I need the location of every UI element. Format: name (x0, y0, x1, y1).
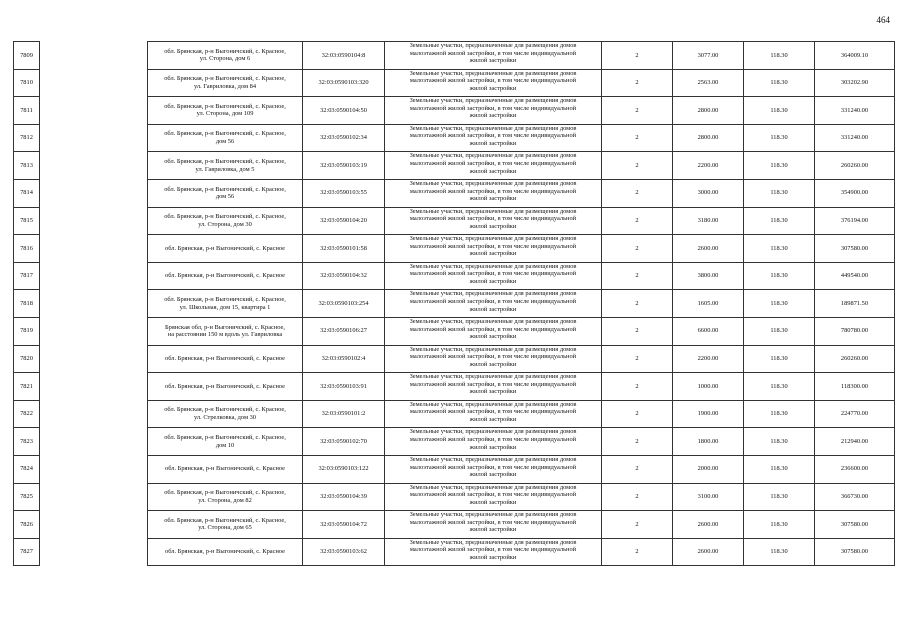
land-purpose-cell (385, 179, 602, 207)
area-cell: 2600.00 (673, 538, 744, 566)
land-purpose-cell (385, 97, 602, 125)
group-code-cell: 2 (602, 400, 673, 428)
area-cell: 3000.00 (673, 179, 744, 207)
group-code-cell: 2 (602, 262, 673, 290)
address-cell (148, 373, 303, 401)
cadastral-number-cell: 32:03:0590103:122 (303, 455, 385, 483)
group-code-cell: 2 (602, 511, 673, 539)
purpose-line: малоэтажной жилой застройки, в том числе индивидуальной (409, 215, 577, 223)
purpose-line: жилой застройки (469, 360, 517, 368)
purpose-line: малоэтажной жилой застройки, в том числе индивидуальной (409, 408, 577, 416)
address-line: обл. Брянская, р-н Выгоничский, с. Красное, (164, 102, 286, 110)
page-number: 464 (876, 15, 890, 25)
table-row (14, 317, 895, 345)
cadastral-value-cell: 376194.00 (815, 207, 895, 235)
specific-value-cell: 118.30 (744, 262, 815, 290)
cadastral-number-cell: 32:03:0590103:320 (303, 69, 385, 97)
group-code-cell: 2 (602, 428, 673, 456)
address-cell (148, 317, 303, 345)
cadastral-value-cell: 236600.00 (815, 455, 895, 483)
cadastral-number-cell: 32:03:0590104:8 (303, 42, 385, 70)
purpose-line: Земельные участки, предназначенные для размещения домов (409, 538, 577, 546)
area-cell: 2000.00 (673, 455, 744, 483)
group-code-cell: 2 (602, 345, 673, 373)
table-row (14, 69, 895, 97)
table-row (14, 42, 895, 70)
purpose-line: малоэтажной жилой застройки, в том числе индивидуальной (409, 49, 577, 57)
purpose-line: жилой застройки (469, 305, 517, 313)
purpose-line: малоэтажной жилой застройки, в том числе индивидуальной (409, 77, 577, 85)
purpose-line: малоэтажной жилой застройки, в том числе индивидуальной (409, 325, 577, 333)
land-registry-table (13, 41, 895, 566)
purpose-line: малоэтажной жилой застройки, в том числе индивидуальной (409, 435, 577, 443)
area-cell: 2200.00 (673, 152, 744, 180)
land-purpose-cell (385, 42, 602, 70)
address-cell (148, 69, 303, 97)
purpose-line: Земельные участки, предназначенные для размещения домов (409, 69, 577, 77)
table-row (14, 152, 895, 180)
address-cell (148, 235, 303, 263)
address-line: дом 10 (215, 441, 235, 449)
address-cell (148, 483, 303, 511)
address-line: ул. Гавриловка, дом 5 (195, 165, 255, 173)
cadastral-number-cell: 32:03:0590104:39 (303, 483, 385, 511)
specific-value-cell: 118.30 (744, 179, 815, 207)
address-cell (148, 42, 303, 70)
land-purpose-cell (385, 373, 602, 401)
purpose-line: Земельные участки, предназначенные для размещения домов (409, 317, 577, 325)
cadastral-value-cell: 303202.90 (815, 69, 895, 97)
address-line: обл. Брянская, р-н Выгоничский, с. Красное, (164, 185, 286, 193)
cadastral-value-cell: 224770.00 (815, 400, 895, 428)
land-purpose-cell (385, 455, 602, 483)
table-row (14, 455, 895, 483)
specific-value-cell: 118.30 (744, 428, 815, 456)
purpose-line: жилой застройки (469, 471, 517, 479)
purpose-line: малоэтажной жилой застройки, в том числе индивидуальной (409, 297, 577, 305)
address-cell (148, 262, 303, 290)
cadastral-number-cell: 32:03:0590104:32 (303, 262, 385, 290)
address-line: Брянская обл, р-н Выгоничский, с. Красное, (165, 323, 285, 331)
record-number-cell: 7827 (14, 538, 40, 566)
land-purpose-cell (385, 538, 602, 566)
group-code-cell: 2 (602, 538, 673, 566)
area-cell: 2600.00 (673, 511, 744, 539)
area-cell: 2563.00 (673, 69, 744, 97)
address-cell (148, 428, 303, 456)
record-number-cell: 7818 (14, 290, 40, 318)
group-code-cell: 2 (602, 235, 673, 263)
cadastral-number-cell: 32:03:0590104:50 (303, 97, 385, 125)
spacer-cell (40, 290, 148, 318)
specific-value-cell: 118.30 (744, 400, 815, 428)
address-line: обл. Брянская, р-н Выгоничский, с. Красное (165, 355, 285, 363)
table-row (14, 373, 895, 401)
spacer-cell (40, 207, 148, 235)
area-cell: 2200.00 (673, 345, 744, 373)
cadastral-number-cell: 32:03:0590103:91 (303, 373, 385, 401)
group-code-cell: 2 (602, 152, 673, 180)
area-cell: 3800.00 (673, 262, 744, 290)
land-purpose-cell (385, 290, 602, 318)
address-line: обл. Брянская, р-н Выгоничский, с. Красное (165, 272, 285, 280)
record-number-cell: 7812 (14, 124, 40, 152)
record-number-cell: 7813 (14, 152, 40, 180)
purpose-line: жилой застройки (469, 415, 517, 423)
group-code-cell: 2 (602, 207, 673, 235)
cadastral-value-cell: 260260.00 (815, 152, 895, 180)
record-number-cell: 7823 (14, 428, 40, 456)
cadastral-value-cell: 331240.00 (815, 124, 895, 152)
specific-value-cell: 118.30 (744, 483, 815, 511)
spacer-cell (40, 538, 148, 566)
table-row (14, 511, 895, 539)
address-line: ул. Сторона, дом 65 (198, 524, 252, 532)
table-row (14, 428, 895, 456)
table-row (14, 538, 895, 566)
table-row (14, 124, 895, 152)
area-cell: 1900.00 (673, 400, 744, 428)
spacer-cell (40, 69, 148, 97)
cadastral-number-cell: 32:03:0590102:34 (303, 124, 385, 152)
group-code-cell: 2 (602, 42, 673, 70)
record-number-cell: 7815 (14, 207, 40, 235)
purpose-line: малоэтажной жилой застройки, в том числе индивидуальной (409, 270, 577, 278)
cadastral-number-cell: 32:03:0590102:70 (303, 428, 385, 456)
table-row (14, 345, 895, 373)
purpose-line: жилой застройки (469, 195, 517, 203)
specific-value-cell: 118.30 (744, 207, 815, 235)
purpose-line: жилой застройки (469, 498, 517, 506)
spacer-cell (40, 42, 148, 70)
spacer-cell (40, 400, 148, 428)
cadastral-number-cell: 32:03:0590104:72 (303, 511, 385, 539)
record-number-cell: 7826 (14, 511, 40, 539)
specific-value-cell: 118.30 (744, 345, 815, 373)
cadastral-value-cell: 260260.00 (815, 345, 895, 373)
purpose-line: жилой застройки (469, 526, 517, 534)
purpose-line: жилой застройки (469, 553, 517, 561)
spacer-cell (40, 179, 148, 207)
cadastral-number-cell: 32:03:0590103:19 (303, 152, 385, 180)
land-purpose-cell (385, 262, 602, 290)
table-row (14, 262, 895, 290)
area-cell: 2800.00 (673, 124, 744, 152)
address-cell (148, 538, 303, 566)
purpose-line: Земельные участки, предназначенные для размещения домов (409, 124, 577, 132)
spacer-cell (40, 373, 148, 401)
record-number-cell: 7819 (14, 317, 40, 345)
area-cell: 2600.00 (673, 235, 744, 263)
cadastral-number-cell: 32:03:0590103:55 (303, 179, 385, 207)
group-code-cell: 2 (602, 97, 673, 125)
purpose-line: Земельные участки, предназначенные для размещения домов (409, 207, 577, 215)
purpose-line: Земельные участки, предназначенные для размещения домов (409, 400, 577, 408)
purpose-line: жилой застройки (469, 57, 517, 65)
spacer-cell (40, 262, 148, 290)
cadastral-value-cell: 307580.00 (815, 235, 895, 263)
address-line: обл. Брянская, р-н Выгоничский, с. Красное, (164, 516, 286, 524)
spacer-cell (40, 124, 148, 152)
address-cell (148, 455, 303, 483)
purpose-line: Земельные участки, предназначенные для размещения домов (409, 42, 577, 49)
record-number-cell: 7811 (14, 97, 40, 125)
cadastral-number-cell: 32:03:0590101:2 (303, 400, 385, 428)
land-purpose-cell (385, 152, 602, 180)
cadastral-number-cell: 32:03:0590101:58 (303, 235, 385, 263)
address-line: обл. Брянская, р-н Выгоничский, с. Красное (165, 382, 285, 390)
specific-value-cell: 118.30 (744, 42, 815, 70)
land-purpose-cell (385, 428, 602, 456)
address-line: дом 56 (215, 193, 235, 201)
purpose-line: жилой застройки (469, 112, 517, 120)
address-cell (148, 290, 303, 318)
group-code-cell: 2 (602, 124, 673, 152)
specific-value-cell: 118.30 (744, 373, 815, 401)
purpose-line: Земельные участки, предназначенные для размещения домов (409, 235, 577, 243)
cadastral-number-cell: 32:03:0590103:254 (303, 290, 385, 318)
purpose-line: Земельные участки, предназначенные для размещения домов (409, 290, 577, 298)
purpose-line: малоэтажной жилой застройки, в том числе индивидуальной (409, 159, 577, 167)
area-cell: 1800.00 (673, 428, 744, 456)
cadastral-number-cell: 32:03:0590106:27 (303, 317, 385, 345)
table-row (14, 400, 895, 428)
address-cell (148, 511, 303, 539)
land-purpose-cell (385, 345, 602, 373)
address-line: обл. Брянская, р-н Выгоничский, с. Красное, (164, 213, 286, 221)
purpose-line: малоэтажной жилой застройки, в том числе индивидуальной (409, 463, 577, 471)
table-row (14, 179, 895, 207)
address-line: на расстоянии 150 м вдоль ул. Гавриловка (167, 331, 283, 339)
address-line: обл. Брянская, р-н Выгоничский, с. Красное, (164, 75, 286, 83)
cadastral-value-cell: 212940.00 (815, 428, 895, 456)
purpose-line: Земельные участки, предназначенные для размещения домов (409, 179, 577, 187)
specific-value-cell: 118.30 (744, 511, 815, 539)
cadastral-value-cell: 449540.00 (815, 262, 895, 290)
address-line: обл. Брянская, р-н Выгоничский, с. Красное (165, 465, 285, 473)
purpose-line: жилой застройки (469, 443, 517, 451)
address-line: дом 56 (215, 138, 235, 146)
record-number-cell: 7817 (14, 262, 40, 290)
address-line: ул. Сторона, дом 30 (198, 220, 252, 228)
purpose-line: малоэтажной жилой застройки, в том числе индивидуальной (409, 187, 577, 195)
address-line: ул. Сторона, дом 109 (196, 110, 254, 118)
purpose-line: жилой застройки (469, 167, 517, 175)
address-line: обл. Брянская, р-н Выгоничский, с. Красное, (164, 158, 286, 166)
purpose-line: жилой застройки (469, 277, 517, 285)
area-cell: 3077.00 (673, 42, 744, 70)
specific-value-cell: 118.30 (744, 455, 815, 483)
specific-value-cell: 118.30 (744, 290, 815, 318)
area-cell: 6600.00 (673, 317, 744, 345)
specific-value-cell: 118.30 (744, 538, 815, 566)
cadastral-value-cell: 364009.10 (815, 42, 895, 70)
address-cell (148, 124, 303, 152)
cadastral-value-cell: 118300.00 (815, 373, 895, 401)
land-purpose-cell (385, 124, 602, 152)
record-number-cell: 7822 (14, 400, 40, 428)
area-cell: 3180.00 (673, 207, 744, 235)
cadastral-value-cell: 354900.00 (815, 179, 895, 207)
address-cell (148, 179, 303, 207)
land-purpose-cell (385, 483, 602, 511)
purpose-line: малоэтажной жилой застройки, в том числе индивидуальной (409, 132, 577, 140)
purpose-line: жилой застройки (469, 333, 517, 341)
cadastral-value-cell: 366730.00 (815, 483, 895, 511)
specific-value-cell: 118.30 (744, 69, 815, 97)
spacer-cell (40, 235, 148, 263)
specific-value-cell: 118.30 (744, 317, 815, 345)
purpose-line: Земельные участки, предназначенные для размещения домов (409, 511, 577, 519)
spacer-cell (40, 317, 148, 345)
area-cell: 2800.00 (673, 97, 744, 125)
spacer-cell (40, 455, 148, 483)
purpose-line: Земельные участки, предназначенные для размещения домов (409, 428, 577, 436)
address-line: обл. Брянская, р-н Выгоничский, с. Красное, (164, 489, 286, 497)
spacer-cell (40, 152, 148, 180)
land-purpose-cell (385, 317, 602, 345)
purpose-line: Земельные участки, предназначенные для размещения домов (409, 97, 577, 105)
address-line: обл. Брянская, р-н Выгоничский, с. Красное, (164, 296, 286, 304)
address-line: обл. Брянская, р-н Выгоничский, с. Красное, (164, 130, 286, 138)
address-cell (148, 400, 303, 428)
address-line: ул. Сторона, дом 6 (199, 55, 251, 63)
group-code-cell: 2 (602, 69, 673, 97)
purpose-line: малоэтажной жилой застройки, в том числе индивидуальной (409, 491, 577, 499)
spacer-cell (40, 97, 148, 125)
purpose-line: Земельные участки, предназначенные для размещения домов (409, 262, 577, 270)
address-line: обл. Брянская, р-н Выгоничский, с. Красное (165, 548, 285, 556)
group-code-cell: 2 (602, 373, 673, 401)
group-code-cell: 2 (602, 179, 673, 207)
purpose-line: жилой застройки (469, 388, 517, 396)
land-purpose-cell (385, 511, 602, 539)
address-cell (148, 207, 303, 235)
record-number-cell: 7821 (14, 373, 40, 401)
address-line: ул. Сторона, дом 82 (198, 496, 252, 504)
table-row (14, 290, 895, 318)
group-code-cell: 2 (602, 317, 673, 345)
land-purpose-cell (385, 207, 602, 235)
specific-value-cell: 118.30 (744, 124, 815, 152)
purpose-line: малоэтажной жилой застройки, в том числе индивидуальной (409, 104, 577, 112)
purpose-line: малоэтажной жилой застройки, в том числе индивидуальной (409, 242, 577, 250)
address-cell (148, 345, 303, 373)
specific-value-cell: 118.30 (744, 152, 815, 180)
address-line: обл. Брянская, р-н Выгоничский, с. Красное, (164, 47, 286, 55)
specific-value-cell: 118.30 (744, 235, 815, 263)
purpose-line: малоэтажной жилой застройки, в том числе индивидуальной (409, 546, 577, 554)
purpose-line: малоэтажной жилой застройки, в том числе индивидуальной (409, 518, 577, 526)
address-line: обл. Брянская, р-н Выгоничский, с. Красное (165, 244, 285, 252)
area-cell: 1605.00 (673, 290, 744, 318)
record-number-cell: 7816 (14, 235, 40, 263)
cadastral-number-cell: 32:03:0590102:4 (303, 345, 385, 373)
purpose-line: Земельные участки, предназначенные для размещения домов (409, 152, 577, 160)
record-number-cell: 7820 (14, 345, 40, 373)
purpose-line: жилой застройки (469, 250, 517, 258)
cadastral-value-cell: 331240.00 (815, 97, 895, 125)
purpose-line: Земельные участки, предназначенные для размещения домов (409, 455, 577, 463)
address-line: ул. Гавриловка, дом 84 (193, 82, 257, 90)
group-code-cell: 2 (602, 290, 673, 318)
table-row (14, 235, 895, 263)
land-purpose-cell (385, 69, 602, 97)
table-row (14, 483, 895, 511)
table-row (14, 207, 895, 235)
record-number-cell: 7825 (14, 483, 40, 511)
spacer-cell (40, 428, 148, 456)
record-number-cell: 7814 (14, 179, 40, 207)
address-cell (148, 152, 303, 180)
spacer-cell (40, 483, 148, 511)
address-line: ул. Стрелковка, дом 30 (194, 414, 256, 422)
purpose-line: Земельные участки, предназначенные для размещения домов (409, 483, 577, 491)
address-line: обл. Брянская, р-н Выгоничский, с. Красное, (164, 434, 286, 442)
purpose-line: жилой застройки (469, 84, 517, 92)
purpose-line: малоэтажной жилой застройки, в том числе индивидуальной (409, 380, 577, 388)
table-row (14, 97, 895, 125)
area-cell: 3100.00 (673, 483, 744, 511)
record-number-cell: 7810 (14, 69, 40, 97)
purpose-line: жилой застройки (469, 139, 517, 147)
cadastral-number-cell: 32:03:0590103:62 (303, 538, 385, 566)
spacer-cell (40, 345, 148, 373)
cadastral-number-cell: 32:03:0590104:20 (303, 207, 385, 235)
cadastral-value-cell: 307580.00 (815, 511, 895, 539)
group-code-cell: 2 (602, 483, 673, 511)
specific-value-cell: 118.30 (744, 97, 815, 125)
cadastral-value-cell: 189871.50 (815, 290, 895, 318)
cadastral-value-cell: 780780.00 (815, 317, 895, 345)
purpose-line: Земельные участки, предназначенные для размещения домов (409, 345, 577, 353)
address-line: обл. Брянская, р-н Выгоничский, с. Красное, (164, 406, 286, 414)
record-number-cell: 7824 (14, 455, 40, 483)
spacer-cell (40, 511, 148, 539)
purpose-line: малоэтажной жилой застройки, в том числе индивидуальной (409, 353, 577, 361)
purpose-line: Земельные участки, предназначенные для размещения домов (409, 373, 577, 381)
address-cell (148, 97, 303, 125)
cadastral-value-cell: 307580.00 (815, 538, 895, 566)
record-number-cell: 7809 (14, 42, 40, 70)
land-purpose-cell (385, 235, 602, 263)
area-cell: 1000.00 (673, 373, 744, 401)
land-purpose-cell (385, 400, 602, 428)
address-line: ул. Школьная, дом 15, квартира 1 (179, 303, 271, 311)
group-code-cell: 2 (602, 455, 673, 483)
purpose-line: жилой застройки (469, 222, 517, 230)
